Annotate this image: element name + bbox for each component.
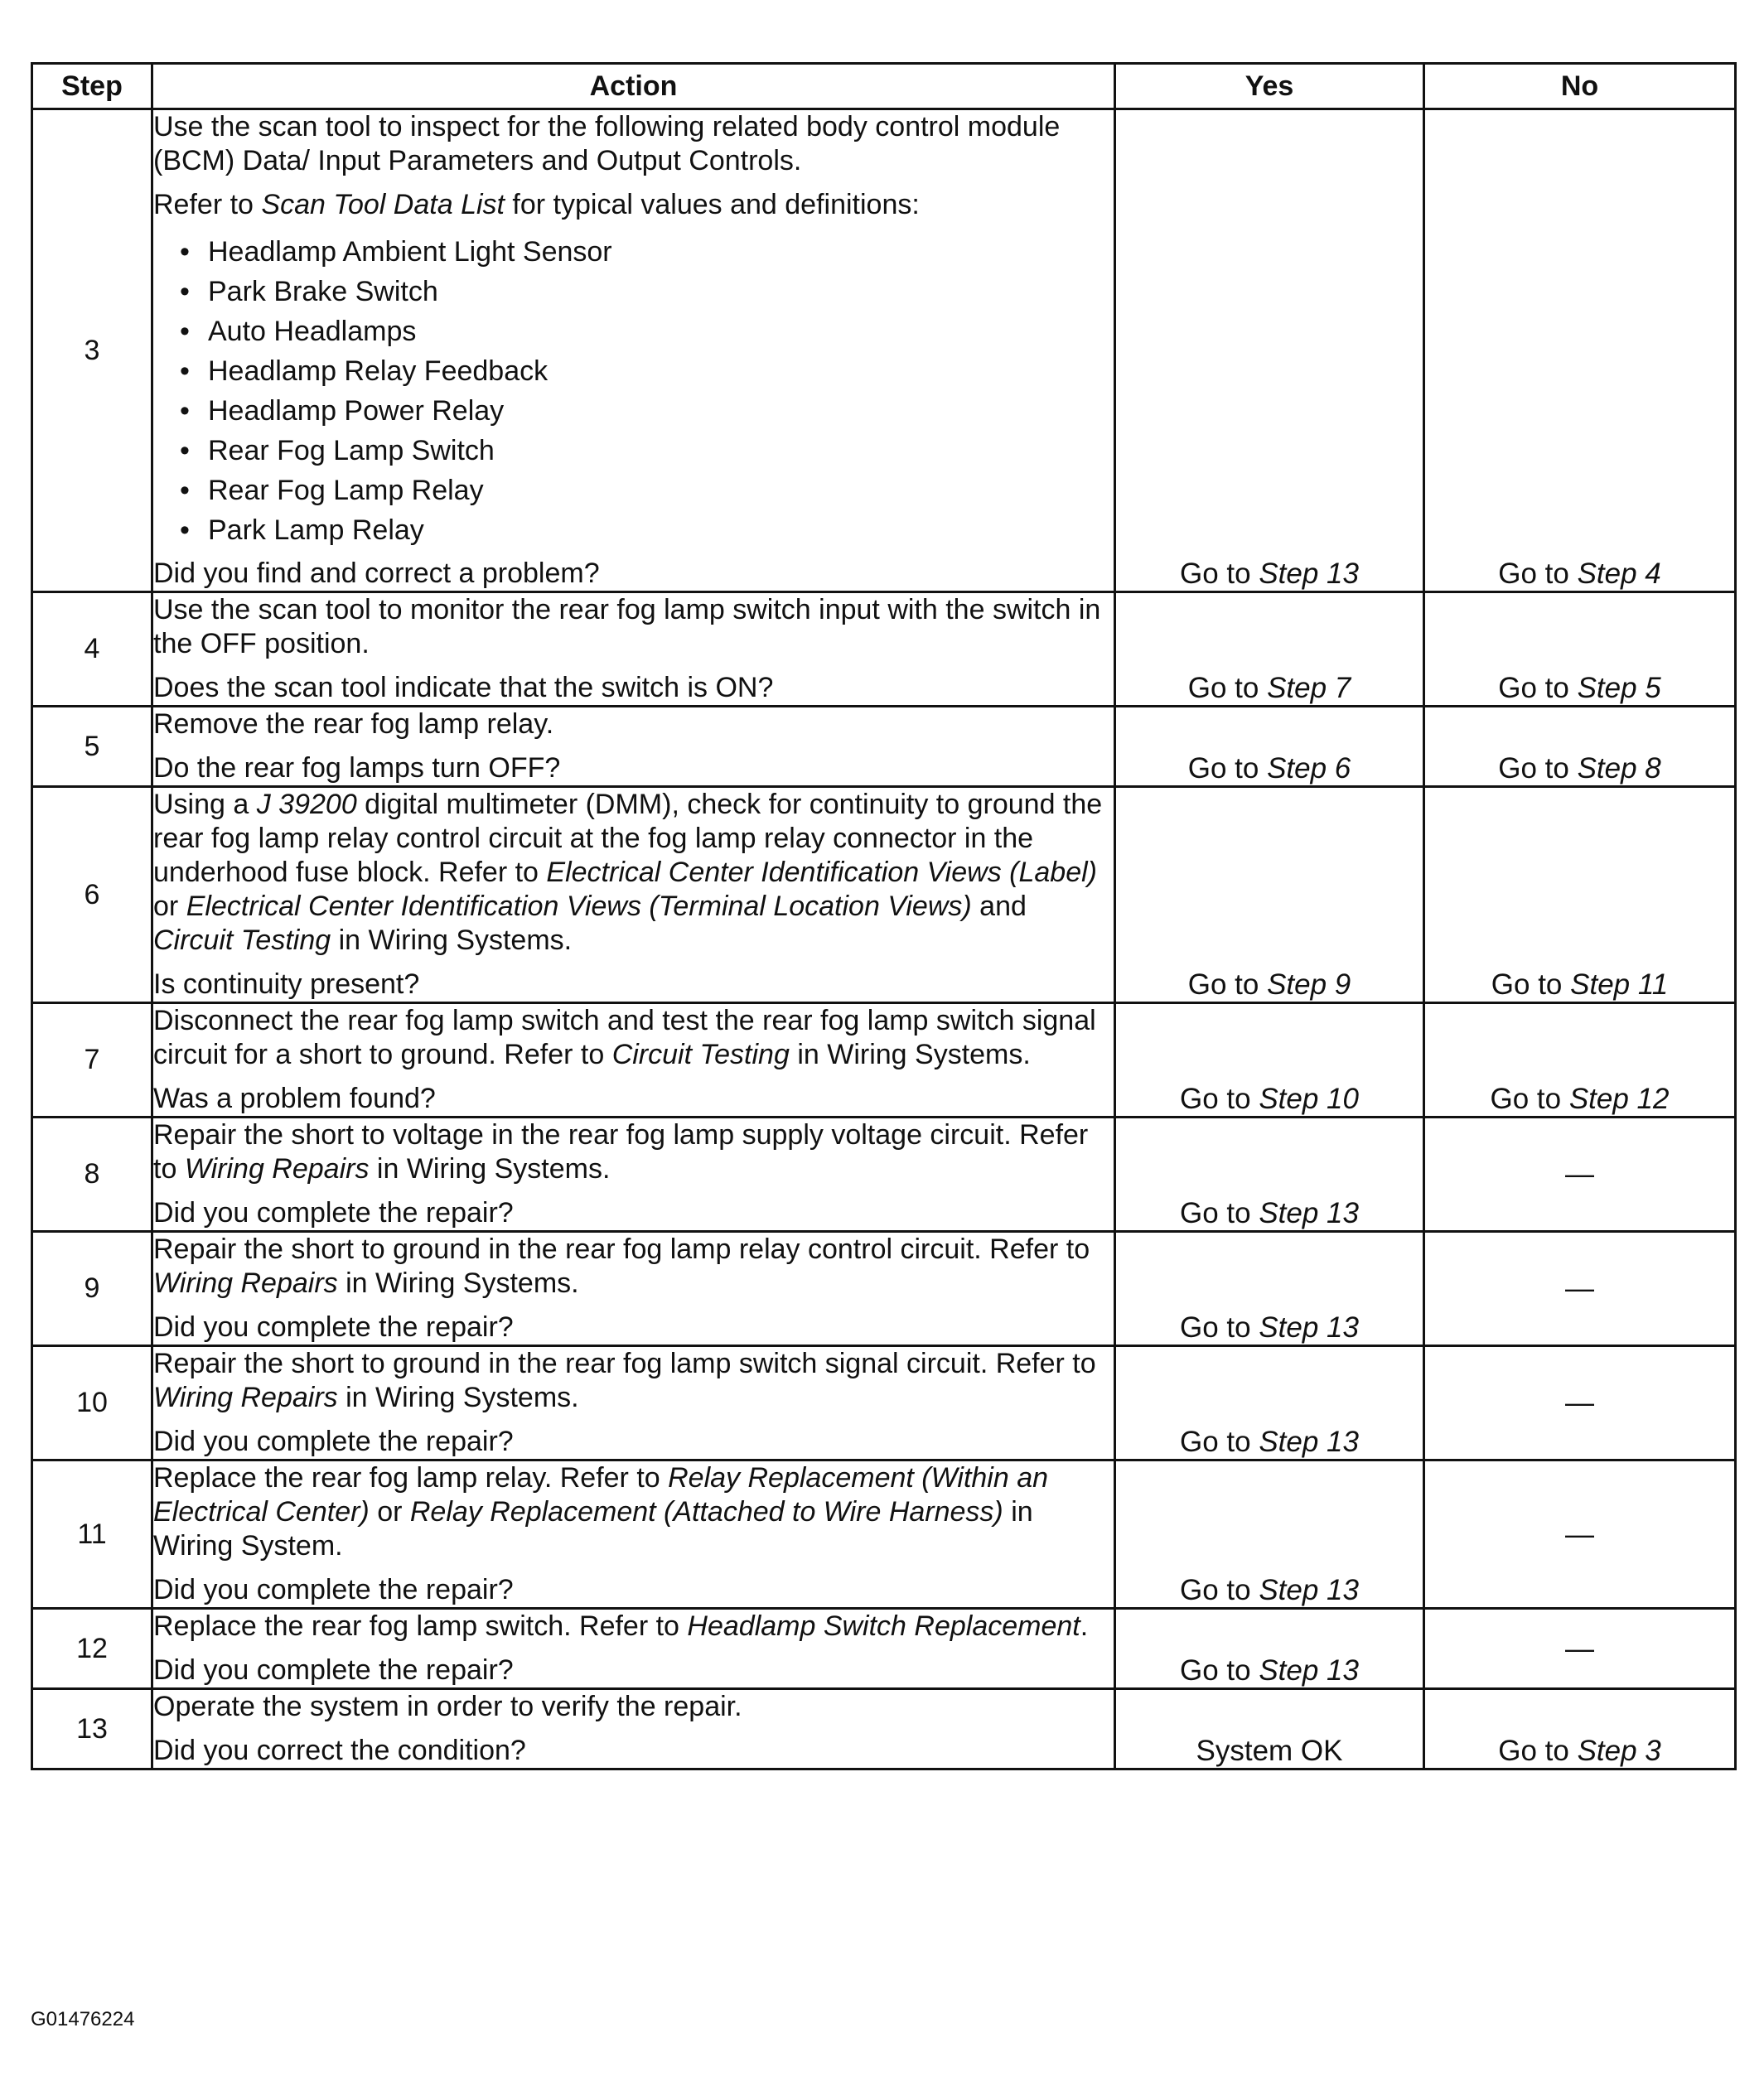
text-run: Do the rear fog lamps turn OFF?: [153, 752, 561, 784]
text-run: Go to: [1180, 1083, 1259, 1115]
action-instruction: [153, 707, 1114, 741]
action-cell: [152, 707, 1115, 787]
no-result: [1424, 707, 1736, 787]
text-run: Go to: [1187, 672, 1268, 704]
step-number: 10: [32, 1346, 152, 1460]
table-row: [32, 1118, 1736, 1232]
action-cell: [152, 1460, 1115, 1609]
text-run: Go to: [1180, 1197, 1259, 1229]
text-run: Go to: [1180, 1311, 1259, 1344]
text-run: in Wiring Systems.: [337, 1267, 579, 1299]
text-run: Go to: [1490, 1083, 1569, 1115]
reference-text: J 39200: [256, 789, 357, 820]
text-run: Did you complete the repair?: [153, 1311, 514, 1343]
reference-text: Step 8: [1577, 752, 1661, 785]
action-question: [153, 1654, 1114, 1687]
reference-text: Step 6: [1267, 752, 1351, 785]
step-number: 4: [32, 592, 152, 707]
no-result: [1424, 787, 1736, 1003]
text-run: or: [369, 1496, 410, 1528]
text-run: Replace the rear fog lamp switch. Refer to: [153, 1610, 688, 1642]
reference-text: Electrical Center Identification Views (Label): [546, 857, 1097, 888]
text-run: Does the scan tool indicate that the switch is ON?: [153, 672, 774, 703]
no-result: [1424, 1232, 1736, 1346]
text-run: Is continuity present?: [153, 968, 420, 1000]
parameter-list: [153, 232, 1114, 550]
reference-text: Circuit Testing: [611, 1039, 790, 1070]
step-number: 6: [32, 787, 152, 1003]
no-result: [1424, 1346, 1736, 1460]
list-item: • Rear Fog Lamp Switch: [180, 431, 1114, 471]
action-question: [153, 968, 1114, 1002]
action-question: [153, 1082, 1114, 1116]
table-row: [32, 1346, 1736, 1460]
action-instruction: [153, 1690, 1114, 1724]
reference-text: Step 13: [1259, 1426, 1359, 1458]
action-cell: [152, 592, 1115, 707]
action-instruction: [153, 188, 1114, 222]
text-run: —: [1565, 1272, 1594, 1305]
text-run: Go to: [1180, 1574, 1259, 1606]
action-question: [153, 751, 1114, 785]
reference-text: Step 12: [1568, 1083, 1670, 1115]
text-run: Go to: [1187, 752, 1268, 785]
action-instruction: [153, 1233, 1114, 1301]
action-question: [153, 1311, 1114, 1345]
text-run: Did you correct the condition?: [153, 1735, 526, 1766]
text-run: Repair the short to ground in the rear fog lamp relay control circuit. Refer to: [153, 1234, 1090, 1265]
list-item: • Auto Headlamps: [180, 311, 1114, 351]
list-item: • Headlamp Ambient Light Sensor: [180, 232, 1114, 272]
yes-result: [1115, 1118, 1424, 1232]
reference-text: Step 7: [1267, 672, 1351, 704]
yes-result: [1115, 109, 1424, 592]
action-instruction: [153, 1610, 1114, 1644]
action-question: [153, 1425, 1114, 1459]
action-cell: [152, 1003, 1115, 1118]
yes-result: [1115, 787, 1424, 1003]
action-cell: [152, 1689, 1115, 1769]
yes-result: [1115, 1460, 1424, 1609]
text-run: Go to: [1498, 558, 1578, 590]
step-number: 5: [32, 707, 152, 787]
header-action: Action: [152, 64, 1115, 109]
header-step: Step: [32, 64, 152, 109]
reference-text: Step 4: [1577, 558, 1661, 590]
table-row: [32, 1003, 1736, 1118]
text-run: Remove the rear fog lamp relay.: [153, 708, 554, 740]
reference-text: Step 13: [1259, 1197, 1359, 1229]
text-run: Repair the short to ground in the rear fog lamp switch signal circuit. Refer to: [153, 1348, 1096, 1379]
action-instruction: [153, 593, 1114, 661]
no-result: [1424, 1118, 1736, 1232]
text-run: Replace the rear fog lamp relay. Refer to: [153, 1462, 669, 1494]
text-run: Go to: [1180, 1426, 1259, 1458]
action-instruction: [153, 1004, 1114, 1072]
action-question: [153, 1196, 1114, 1230]
reference-text: Wiring Repairs: [153, 1382, 338, 1413]
reference-text: Headlamp Switch Replacement: [687, 1610, 1080, 1642]
reference-text: Step 5: [1577, 672, 1661, 704]
text-run: Operate the system in order to verify the repair.: [153, 1691, 742, 1722]
text-run: —: [1565, 1387, 1594, 1419]
action-instruction: [153, 1118, 1114, 1186]
text-run: Did you complete the repair?: [153, 1197, 514, 1229]
reference-text: Step 13: [1259, 558, 1359, 590]
text-run: Repair the short to voltage in the rear fog lamp supply voltage circuit. Refer to: [153, 1119, 1089, 1185]
reference-text: Wiring Repairs: [153, 1267, 338, 1299]
text-run: Was a problem found?: [153, 1083, 436, 1114]
reference-text: Step 9: [1267, 968, 1351, 1001]
yes-result: [1115, 1232, 1424, 1346]
reference-text: Scan Tool Data List: [261, 189, 505, 220]
no-result: [1424, 1689, 1736, 1769]
text-run: in Wiring System.: [153, 1496, 1033, 1562]
list-item: • Park Brake Switch: [180, 272, 1114, 311]
text-run: Disconnect the rear fog lamp switch and test the rear fog lamp switch signal circuit for a short to ground. Refer to: [153, 1005, 1096, 1070]
header-no: No: [1424, 64, 1736, 109]
no-result: [1424, 1460, 1736, 1609]
reference-text: Electrical Center Identification Views (Terminal Location Views): [186, 891, 972, 922]
action-instruction: [153, 110, 1114, 178]
header-row: [32, 64, 1736, 109]
action-cell: [152, 1609, 1115, 1689]
yes-result: [1115, 707, 1424, 787]
yes-result: [1115, 1689, 1424, 1769]
list-item: • Park Lamp Relay: [180, 510, 1114, 550]
figure-id: G01476224: [31, 2008, 135, 2030]
table-row: [32, 1689, 1736, 1769]
text-run: Go to: [1498, 672, 1578, 704]
no-result: [1424, 109, 1736, 592]
text-run: Did you complete the repair?: [153, 1574, 514, 1605]
text-run: digital multimeter (DMM), check for continuity to ground the rear fog lamp relay control circuit at the fog lamp relay connector in the underhood fuse block. Refer to: [153, 789, 1103, 888]
reference-text: Relay Replacement (Within an Electrical Center): [153, 1462, 1049, 1528]
text-run: Use the scan tool to inspect for the following related body control module (BCM) Data/ Input Parameters and Output Controls.: [153, 111, 1061, 176]
step-number: 12: [32, 1609, 152, 1689]
yes-result: [1115, 1609, 1424, 1689]
table-row: [32, 787, 1736, 1003]
text-run: System OK: [1196, 1735, 1343, 1767]
step-number: 3: [32, 109, 152, 592]
no-result: [1424, 1609, 1736, 1689]
text-run: Go to: [1491, 968, 1571, 1001]
action-question: [153, 671, 1114, 705]
reference-text: Step 3: [1577, 1735, 1661, 1767]
table-row: [32, 592, 1736, 707]
text-run: Did you find and correct a problem?: [153, 558, 600, 589]
table-row: [32, 1460, 1736, 1609]
text-run: —: [1565, 1158, 1594, 1190]
reference-text: Step 13: [1259, 1574, 1359, 1606]
text-run: Using a: [153, 789, 257, 820]
action-instruction: [153, 1461, 1114, 1563]
diagnostic-table: [31, 62, 1737, 1770]
text-run: in Wiring Systems.: [789, 1039, 1031, 1070]
step-number: 9: [32, 1232, 152, 1346]
text-run: or: [153, 891, 186, 922]
table-row: [32, 109, 1736, 592]
action-instruction: [153, 1347, 1114, 1415]
step-number: 11: [32, 1460, 152, 1609]
list-item: • Rear Fog Lamp Relay: [180, 471, 1114, 510]
text-run: Did you complete the repair?: [153, 1654, 514, 1686]
action-question: [153, 557, 1114, 591]
text-run: Refer to: [153, 189, 262, 220]
text-run: Go to: [1498, 1735, 1578, 1767]
reference-text: Step 10: [1259, 1083, 1359, 1115]
text-run: and: [971, 891, 1027, 922]
no-result: [1424, 1003, 1736, 1118]
table-body: [32, 109, 1736, 1769]
action-cell: [152, 1232, 1115, 1346]
reference-text: Circuit Testing: [153, 925, 331, 956]
text-run: for typical values and definitions:: [504, 189, 920, 220]
text-run: Go to: [1180, 1654, 1259, 1687]
list-item: • Headlamp Relay Feedback: [180, 351, 1114, 391]
text-run: —: [1565, 1632, 1594, 1665]
action-cell: [152, 787, 1115, 1003]
text-run: .: [1080, 1610, 1089, 1642]
yes-result: [1115, 1003, 1424, 1118]
text-run: in Wiring Systems.: [331, 925, 573, 956]
step-number: 13: [32, 1689, 152, 1769]
text-run: in Wiring Systems.: [369, 1153, 611, 1185]
step-number: 7: [32, 1003, 152, 1118]
action-cell: [152, 1346, 1115, 1460]
reference-text: Step 11: [1570, 968, 1669, 1001]
yes-result: [1115, 592, 1424, 707]
text-run: Use the scan tool to monitor the rear fog lamp switch input with the switch in the OFF position.: [153, 594, 1101, 659]
table-row: [32, 707, 1736, 787]
reference-text: Step 13: [1259, 1311, 1359, 1344]
action-question: [153, 1734, 1114, 1768]
yes-result: [1115, 1346, 1424, 1460]
reference-text: Step 13: [1259, 1654, 1359, 1687]
text-run: Go to: [1498, 752, 1578, 785]
action-instruction: [153, 788, 1114, 958]
reference-text: Relay Replacement (Attached to Wire Harness): [409, 1496, 1003, 1528]
text-run: —: [1565, 1518, 1594, 1551]
text-run: Go to: [1187, 968, 1268, 1001]
table-row: [32, 1232, 1736, 1346]
action-question: [153, 1573, 1114, 1607]
text-run: Did you complete the repair?: [153, 1426, 514, 1457]
action-cell: [152, 1118, 1115, 1232]
list-item: • Headlamp Power Relay: [180, 391, 1114, 431]
step-number: 8: [32, 1118, 152, 1232]
no-result: [1424, 592, 1736, 707]
text-run: Go to: [1180, 558, 1259, 590]
header-yes: Yes: [1115, 64, 1424, 109]
action-cell: [152, 109, 1115, 592]
text-run: in Wiring Systems.: [337, 1382, 579, 1413]
table-row: [32, 1609, 1736, 1689]
reference-text: Wiring Repairs: [184, 1153, 370, 1185]
